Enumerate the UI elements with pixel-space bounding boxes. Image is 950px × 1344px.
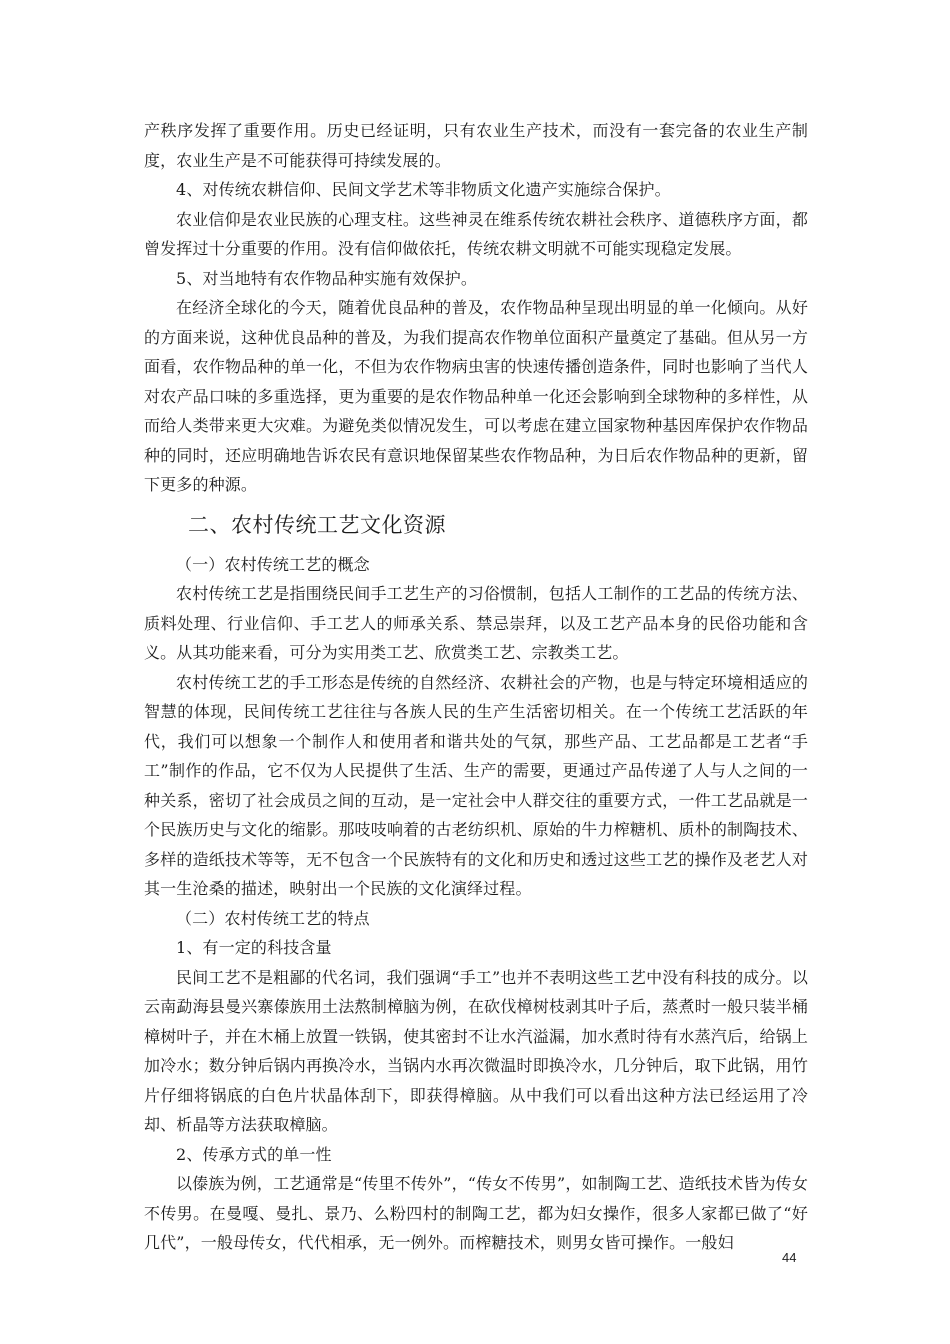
paragraph-craft-form: 农村传统工艺的手工形态是传统的自然经济、农耕社会的产物，也是与特定环境相适应的智慧的体现，民间传统工艺往往与各族人民的生产生活密切相关。在一个传统工艺活跃的年代，我们可以想象一个制作人和使用者和谐共处的气氛，那些产品、工艺品都是工艺者“手工”制作的作品，它不仅为人民提供了生活、生产的需要，更通过产品传递了人与人之间的一种关系，密切了社会成员之间的互动，是一定社会中人群交往的重要方式，一件工艺品就是一个民族历史与文化的缩影。那吱吱响着的古老纺织机、原始的牛力榨糖机、质朴的制陶技术、多样的造纸技术等等，无不包含一个民族特有的文化和历史和透过这些工艺的操作及老艺人对其一生沧桑的描述，映射出一个民族的文化演绎过程。 [144, 672, 808, 898]
page-number: 44 [782, 1250, 797, 1265]
section-heading: 二、农村传统工艺文化资源 [188, 512, 446, 537]
paragraph-inheritance: 以傣族为例，工艺通常是“传里不传外”，“传女不传男”，如制陶工艺、造纸技术皆为传女不传男。在曼嘎、曼扎、景乃、么粉四村的制陶工艺，都为妇女操作，很多人家都已做了“好几代”，一般母传女，代代相承，无一例外。而榨糖技术，则男女皆可操作。一般妇 [144, 1174, 808, 1252]
point-1-title: 1、有一定的科技含量 [176, 938, 332, 957]
paragraph-agricultural-belief: 农业信仰是农业民族的心理支柱。这些神灵在维系传统农耕社会秩序、道德秩序方面，都曾发挥过十分重要的作用。没有信仰做依托，传统农耕文明就不可能实现稳定发展。 [144, 209, 808, 258]
point-2-title: 2、传承方式的单一性 [176, 1144, 332, 1164]
paragraph-craft-concept: 农村传统工艺是指围绕民间手工艺生产的习俗惯制，包括人工制作的工艺品的传统方法、质料处理、行业信仰、手工艺人的师承关系、禁忌崇拜，以及工艺产品本身的民俗功能和含义。从其功能来看，可分为实用类工艺、欣赏类工艺、宗教类工艺。 [144, 584, 808, 662]
subsection-2-heading: （二）农村传统工艺的特点 [176, 908, 370, 928]
paragraph-crop-varieties: 在经济全球化的今天，随着优良品种的普及，农作物品种呈现出明显的单一化倾向。从好的方面来说，这种优良品种的普及，为我们提高农作物单位面积产量奠定了基础。但从另一方面看，农作物品种的单一化，不但为农作物病虫害的快速传播创造条件，同时也影响了当代人对农产品口味的多重选择，更为重要的是农作物品种单一化还会影响到全球物种的多样性，从而给人类带来更大灾难。为避免类似情况发生，可以考虑在建立国家物种基因库保护农作物品种的同时，还应明确地告诉农民有意识地保留某些农作物品种，为日后农作物品种的更新，留下更多的种源。 [144, 298, 808, 494]
paragraph-technology: 民间工艺不是粗鄙的代名词，我们强调“手工”也并不表明这些工艺中没有科技的成分。以云南勐海县曼兴寨傣族用土法熬制樟脑为例，在砍伐樟树枝剥其叶子后，蒸煮时一般只装半桶樟树叶子，并在木桶上放置一铁锅，使其密封不让水汽溢漏，加水煮时待有水蒸汽后，给锅上加冷水；数分钟后锅内再换冷水，当锅内水再次微温时即换冷水，几分钟后，取下此锅，用竹片仔细将锅底的白色片状晶体刮下，即获得樟脑。从中我们可以看出这种方法已经运用了冷却、析晶等方法获取樟脑。 [144, 967, 808, 1134]
page-body [144, 116, 808, 1258]
subsection-1-heading: （一）农村传统工艺的概念 [176, 554, 370, 574]
item-5-title: 5、对当地特有农作物品种实施有效保护。 [176, 268, 478, 288]
item-4-title: 4、对传统农耕信仰、民间文学艺术等非物质文化遗产实施综合保护。 [176, 180, 671, 199]
paragraph-continuation: 产秩序发挥了重要作用。历史已经证明，只有农业生产技术，而没有一套完备的农业生产制度，农业生产是不可能获得可持续发展的。 [144, 121, 808, 170]
